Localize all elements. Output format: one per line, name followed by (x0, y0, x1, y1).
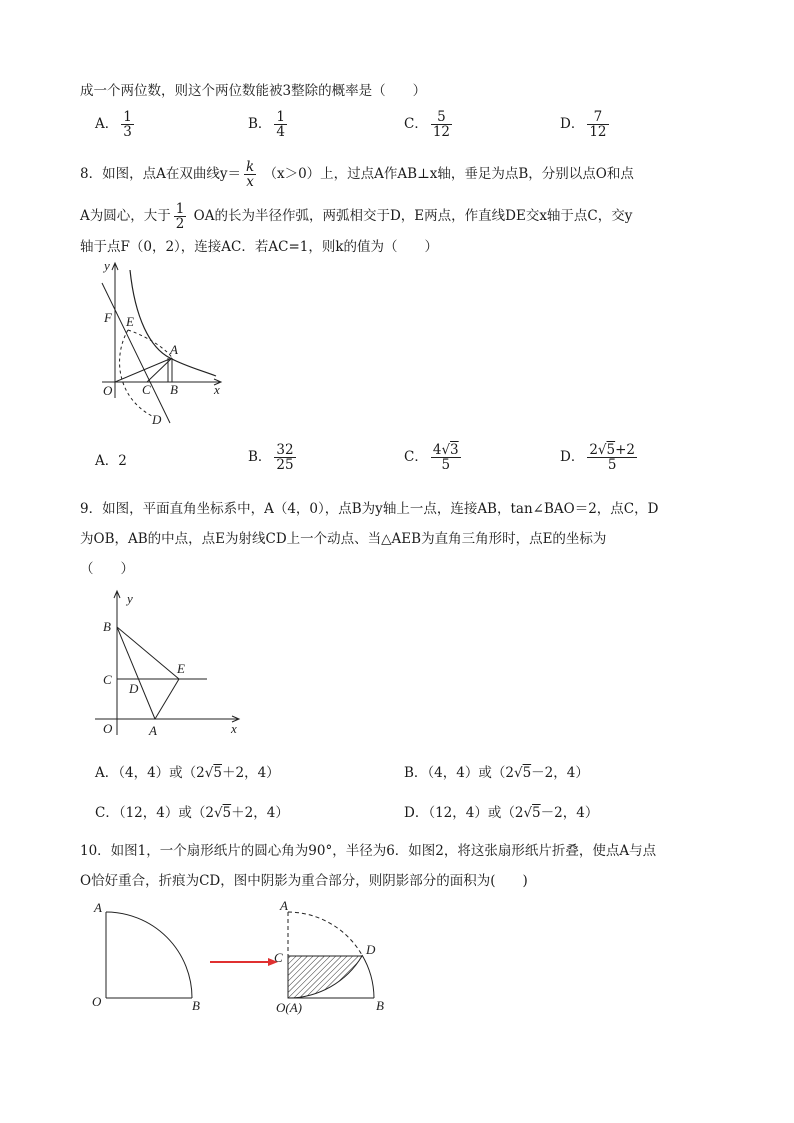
q10-fig2-label-c: C (274, 950, 283, 965)
q8-line1: 8．如图，点A在双曲线y＝ $\frac{k}{x}$ （x＞0）上，过点A作AB⊥x轴，垂足为点B，分别以点O和点 (80, 159, 634, 190)
q10-fig2-shaded-region (288, 956, 362, 998)
q10-fig1-label-o: O (92, 994, 102, 1009)
q9-segment-ae (155, 679, 179, 719)
q8-label-b: B (170, 382, 178, 397)
q10-fig2-label-d: D (366, 942, 376, 957)
q8-segment-oa (115, 358, 172, 382)
q9-segment-be (117, 627, 179, 679)
q9-label-a: A (149, 723, 157, 738)
q9-figure (95, 585, 255, 745)
q10-fig2-label-b: B (376, 998, 384, 1013)
q8-label-y: y (104, 258, 110, 273)
q8-label-x: x (214, 382, 220, 397)
q9-label-y: y (127, 591, 133, 606)
q10-figure (88, 898, 408, 1018)
q8-label-d: D (152, 412, 162, 427)
q9-label-o: O (103, 721, 113, 736)
q7-option-c: C． $\frac{5}{12}$ (404, 109, 451, 140)
q8-option-a: A．2 (95, 453, 127, 469)
q8-label-o: O (103, 383, 113, 398)
q10-fig1-label-b: B (192, 998, 200, 1013)
q8-label-a: A (170, 342, 178, 357)
q8-figure (90, 258, 230, 428)
q7-option-a: A． $\frac{1}{3}$ (95, 109, 132, 140)
q8-option-b: B． $\frac{32}{25}$ (248, 442, 294, 473)
q8-line3: 轴于点F（0，2），连接AC．若AC=1，则k的值为（ ） (80, 239, 439, 255)
q9-label-x: x (231, 721, 237, 736)
q9-label-d: D (129, 681, 139, 696)
q9-label-c: C (103, 672, 112, 687)
q10-fig2-dashed-arc (288, 912, 362, 955)
q8-hyperbola (130, 270, 216, 376)
q10-fig2-label-oa: O(A) (276, 1000, 302, 1015)
q8-option-c: C． $\frac{4√3}{5}$ (404, 442, 459, 473)
q8-line2: A为圆心，大于 $\frac{1}{2}$ OA的长为半径作弧，两弧相交于D，E两点，作直线DE交x轴于点C，交y (80, 201, 633, 232)
q10-line2: O恰好重合，折痕为CD，图中阴影为重合部分，则阴影部分的面积为( ) (80, 873, 528, 889)
q9-line2: 为OB，AB的中点，点E为射线CD上一个动点、当△AEB为直角三角形时，点E的坐标为 (80, 531, 607, 547)
q9-option-d: D．（12，4）或（2√5－2，4） (404, 805, 599, 821)
q9-label-b: B (103, 619, 111, 634)
q10-fig2-label-a: A (280, 898, 288, 913)
q10-figure-1 (92, 900, 200, 1013)
q8-arc-2 (128, 330, 172, 358)
q9-line1: 9．如图，平面直角坐标系中，A（4，0），点B为y轴上一点，连接AB，tan∠BAO＝2，点C，D (80, 501, 659, 517)
q9-label-e: E (177, 661, 185, 676)
q10-fig2-arc (362, 955, 374, 998)
q9-segment-ab (117, 627, 155, 719)
q10-figure-2 (274, 898, 384, 1015)
q9-option-a: A．（4，4）或（2√5＋2，4） (95, 765, 280, 781)
q10-fig1-label-a: A (94, 900, 102, 915)
q7-option-d: D． $\frac{7}{12}$ (560, 109, 607, 140)
q8-option-d: D． $\frac{2√5+2}{5}$ (560, 442, 636, 473)
q8-label-e: E (126, 314, 134, 329)
q7-text: 成一个两位数，则这个两位数能被3整除的概率是（ ） (80, 83, 427, 99)
q8-label-f: F (104, 310, 112, 325)
q7-option-b: B． $\frac{1}{4}$ (248, 109, 286, 140)
q10-line1: 10．如图1，一个扇形纸片的圆心角为90°，半径为6．如图2，将这张扇形纸片折叠，使点A与点 (80, 843, 657, 859)
q9-option-b: B．（4，4）或（2√5－2，4） (404, 765, 589, 781)
q9-line3: （ ） (80, 561, 134, 577)
q10-fig1-arc (106, 912, 192, 998)
q9-option-c: C．（12，4）或（2√5＋2，4） (95, 805, 289, 821)
q8-label-c: C (142, 382, 151, 397)
